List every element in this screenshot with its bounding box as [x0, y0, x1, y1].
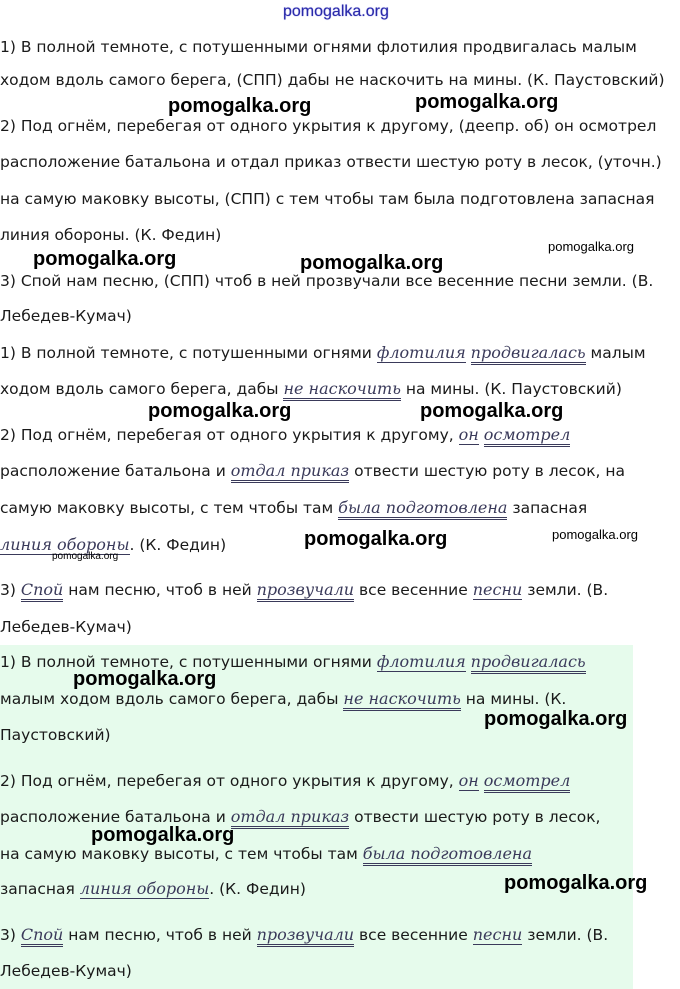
plain-text: 3): [0, 926, 21, 944]
text-line: на самую маковку высоты, (СПП) с тем чтобы там была подготовлена запасная: [0, 190, 655, 208]
text-line: 1) В полной темноте, с потушенными огнями флотилия продвигалась малым: [0, 38, 637, 56]
text-line: [0, 461, 625, 481]
subject-word: флотилия: [376, 652, 466, 671]
plain-text: отвести шестую роту в лесок,: [349, 808, 601, 826]
subject-word: песни: [472, 925, 523, 944]
plain-text: ходом вдоль самого берега, дабы: [0, 380, 284, 398]
plain-text: расположение батальона и: [0, 462, 231, 480]
watermark: pomogalka.org: [548, 239, 634, 254]
predicate-word: прозвучали: [257, 925, 354, 947]
predicate-word: отдал приказ: [231, 807, 349, 829]
plain-text: нам песню, чтоб в ней: [63, 581, 257, 599]
site-header-link[interactable]: pomogalka.org: [283, 3, 389, 20]
watermark: pomogalka.org: [148, 400, 292, 422]
predicate-word: Спой: [21, 925, 63, 947]
watermark: pomogalka.org: [415, 91, 559, 113]
plain-text: 2) Под огнём, перебегая от одного укрытия к другому,: [0, 772, 459, 790]
plain-text: земли. (В.: [522, 926, 609, 944]
predicate-word: осмотрел: [484, 771, 571, 793]
subject-word: он: [458, 425, 479, 444]
plain-text: нам песню, чтоб в ней: [63, 926, 257, 944]
text-line: [0, 343, 646, 363]
predicate-word: прозвучали: [257, 580, 354, 602]
watermark: pomogalka.org: [484, 708, 628, 730]
plain-text: самую маковку высоты, с тем чтобы там: [0, 499, 339, 517]
text-line: 3) Спой нам песню, (СПП) чтоб в ней прозвучали все весенние песни земли. (В.: [0, 272, 654, 290]
subject-word: линия обороны: [0, 535, 130, 554]
watermark: pomogalka.org: [304, 528, 448, 550]
text-line: [0, 771, 570, 791]
watermark: pomogalka.org: [73, 668, 217, 690]
text-line: [0, 498, 587, 518]
plain-text: все весенние: [354, 926, 473, 944]
text-line: [0, 844, 532, 864]
text-line: Лебедев-Кумач): [0, 307, 132, 325]
subject-word: песни: [472, 580, 523, 599]
text-line: [0, 425, 570, 445]
plain-text: на мины. (К.: [460, 690, 567, 708]
plain-text: . (К. Федин): [209, 880, 306, 898]
text-line: [0, 925, 608, 945]
text-line: ходом вдоль самого берега, (СПП) дабы не наскочить на мины. (К. Паустовский): [0, 71, 665, 89]
plain-text: отвести шестую роту в лесок, на: [349, 462, 626, 480]
subject-word: он: [458, 771, 479, 790]
predicate-word: продвигалась: [471, 343, 586, 365]
watermark: pomogalka.org: [33, 248, 177, 270]
predicate-word: Спой: [21, 580, 63, 602]
predicate-word: отдал приказ: [231, 461, 349, 483]
text-line: Лебедев-Кумач): [0, 618, 132, 636]
plain-text: на мины. (К. Паустовский): [400, 380, 622, 398]
plain-text: малым: [585, 344, 646, 362]
predicate-word: не наскочить: [283, 379, 400, 401]
text-line: 2) Под огнём, перебегая от одного укрытия к другому, (деепр. об) он осмотрел: [0, 117, 657, 135]
plain-text: расположение батальона и: [0, 808, 231, 826]
watermark: pomogalka.org: [168, 95, 312, 117]
plain-text: 1) В полной темноте, с потушенными огнями: [0, 344, 377, 362]
plain-text: запасная: [0, 880, 80, 898]
plain-text: земли. (В.: [522, 581, 609, 599]
predicate-word: не наскочить: [343, 689, 460, 711]
text-line: расположение батальона и отдал приказ отвести шестую роту в лесок, (уточн.): [0, 153, 662, 171]
text-line: линия обороны. (К. Федин): [0, 226, 222, 244]
plain-text: 1) В полной темноте, с потушенными огнями: [0, 653, 377, 671]
watermark: pomogalka.org: [52, 551, 119, 562]
plain-text: малым ходом вдоль самого берега, дабы: [0, 690, 344, 708]
watermark: pomogalka.org: [300, 252, 444, 274]
watermark: pomogalka.org: [420, 400, 564, 422]
predicate-word: осмотрел: [484, 425, 571, 447]
text-line: [0, 379, 622, 399]
predicate-word: была подготовлена: [338, 498, 507, 520]
predicate-word: продвигалась: [471, 652, 586, 674]
subject-word: линия обороны: [79, 879, 210, 898]
plain-text: 2) Под огнём, перебегая от одного укрытия к другому,: [0, 426, 459, 444]
watermark: pomogalka.org: [552, 527, 638, 542]
text-line: [0, 580, 608, 600]
plain-text: 3): [0, 581, 21, 599]
text-line: [0, 879, 306, 899]
plain-text: запасная: [507, 499, 588, 517]
plain-text: все весенние: [354, 581, 473, 599]
predicate-word: была подготовлена: [363, 844, 532, 866]
text-line: Лебедев-Кумач): [0, 962, 132, 980]
subject-word: флотилия: [376, 343, 466, 362]
text-line: [0, 689, 566, 709]
watermark: pomogalka.org: [504, 872, 648, 894]
text-line: Паустовский): [0, 726, 111, 744]
plain-text: на самую маковку высоты, с тем чтобы там: [0, 845, 363, 863]
plain-text: . (К. Федин): [129, 536, 227, 554]
watermark: pomogalka.org: [91, 824, 235, 846]
